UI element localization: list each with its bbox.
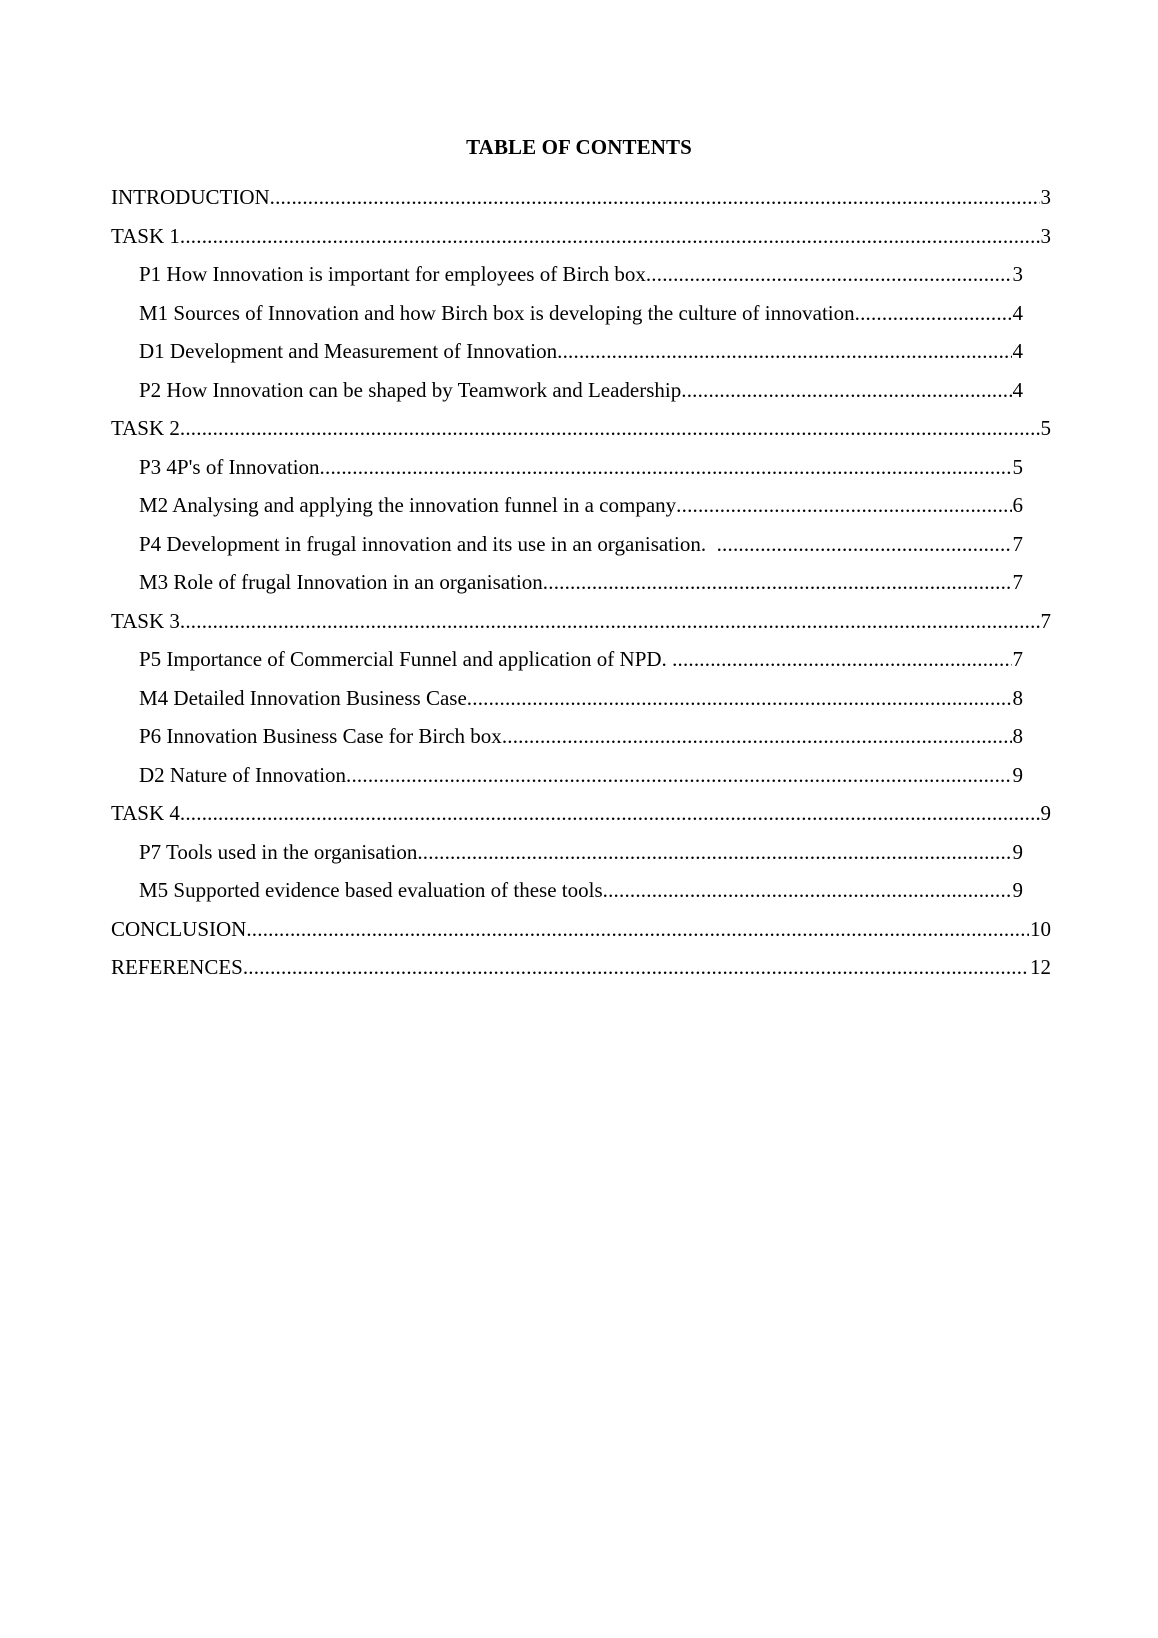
toc-entry-label: M4 Detailed Innovation Business Case <box>139 685 467 710</box>
toc-entry-label: D2 Nature of Innovation <box>139 762 347 787</box>
toc-page-number: 12 <box>1030 955 1051 979</box>
toc-dot-leader <box>717 529 1012 559</box>
toc-entry[interactable] <box>139 837 1023 867</box>
toc-dot-leader <box>557 336 1011 366</box>
toc-dot-leader <box>543 567 1012 597</box>
toc-entry-label: P4 Development in frugal innovation and its use in an organisation. <box>139 531 717 556</box>
toc-page-number: 9 <box>1012 762 1023 787</box>
toc-dot-leader <box>180 606 1040 636</box>
toc-dot-leader <box>603 875 1012 905</box>
toc-entry-label: CONCLUSION <box>111 916 247 941</box>
toc-page-number: 3 <box>1040 185 1051 209</box>
toc-entry[interactable] <box>139 259 1023 289</box>
toc-dot-leader <box>320 452 1012 482</box>
toc-entry-label: REFERENCES <box>111 955 243 979</box>
toc-entry-label: INTRODUCTION <box>111 185 270 209</box>
toc-page-number: 9 <box>1040 801 1051 825</box>
toc-entry[interactable] <box>139 567 1023 597</box>
toc-dot-leader <box>467 683 1012 713</box>
toc-entry-label: P1 How Innovation is important for employees of Birch box <box>139 262 646 286</box>
toc-dot-leader <box>646 259 1012 289</box>
toc-entry-label: M2 Analysing and applying the innovation funnel in a company <box>139 493 677 517</box>
toc-entry-label: M1 Sources of Innovation and how Birch box is developing the culture of innovation <box>139 300 855 325</box>
toc-page-number: 3 <box>1040 223 1051 248</box>
toc-entry[interactable] <box>111 914 1051 944</box>
toc-entry[interactable] <box>111 606 1051 636</box>
toc-dot-leader <box>672 644 1011 674</box>
toc-entry-label: TASK 2 <box>111 416 180 440</box>
toc-entry-label: D1 Development and Measurement of Innovation <box>139 339 558 363</box>
toc-page-number: 5 <box>1012 454 1023 479</box>
toc-entry[interactable] <box>139 644 1023 674</box>
toc-page-number: 3 <box>1012 262 1023 286</box>
toc-dot-leader <box>855 298 1012 328</box>
toc-entry-label: P6 Innovation Business Case for Birch box <box>139 724 502 748</box>
toc-title: TABLE OF CONTENTS <box>466 135 692 159</box>
toc-entry-label: P3 4P's of Innovation <box>139 454 320 479</box>
toc-page-number: 10 <box>1030 916 1051 941</box>
toc-entry-label: TASK 3 <box>111 608 180 633</box>
toc-page-number: 6 <box>1012 493 1023 517</box>
toc-entry[interactable] <box>139 721 1023 751</box>
toc-entry[interactable] <box>139 375 1023 405</box>
toc-entry-label: P5 Importance of Commercial Funnel and application of NPD. <box>139 647 673 671</box>
toc-page-number: 7 <box>1012 647 1023 671</box>
toc-entry[interactable] <box>111 221 1051 251</box>
toc-dot-leader <box>246 914 1029 944</box>
toc-entry[interactable] <box>139 529 1023 559</box>
toc-dot-leader <box>243 952 1029 982</box>
toc-entry[interactable] <box>139 336 1023 366</box>
toc-entry[interactable] <box>139 490 1023 520</box>
toc-page-number: 4 <box>1012 300 1023 325</box>
toc-entry[interactable] <box>139 298 1023 328</box>
toc-entry-label: TASK 4 <box>111 801 180 825</box>
toc-entry[interactable] <box>139 875 1023 905</box>
toc-entry[interactable] <box>111 182 1051 212</box>
toc-dot-leader <box>681 375 1011 405</box>
toc-page-number: 8 <box>1012 685 1023 710</box>
toc-dot-leader <box>346 760 1011 790</box>
toc-entry[interactable] <box>139 760 1023 790</box>
toc-entry-label: M3 Role of frugal Innovation in an organisation <box>139 570 543 594</box>
toc-page-number: 9 <box>1012 839 1023 864</box>
toc-page-number: 7 <box>1012 570 1023 594</box>
toc-page-number: 9 <box>1012 878 1023 902</box>
toc-dot-leader <box>270 182 1040 212</box>
toc-entry[interactable] <box>111 798 1051 828</box>
toc-dot-leader <box>502 721 1012 751</box>
toc-dot-leader <box>180 798 1040 828</box>
toc-entry[interactable] <box>111 413 1051 443</box>
toc-entry[interactable] <box>139 683 1023 713</box>
toc-dot-leader <box>417 837 1011 867</box>
toc-entry-label: P2 How Innovation can be shaped by Teamwork and Leadership <box>139 377 682 402</box>
toc-page-number: 4 <box>1012 377 1023 402</box>
toc-page-number: 4 <box>1012 339 1023 363</box>
toc-entry[interactable] <box>139 452 1023 482</box>
toc-dot-leader <box>676 490 1011 520</box>
toc-page-number: 8 <box>1012 724 1023 748</box>
toc-entry[interactable] <box>111 952 1051 982</box>
toc-page-number: 5 <box>1040 416 1051 440</box>
toc-entry-label: M5 Supported evidence based evaluation of these tools <box>139 878 603 902</box>
toc-dot-leader <box>180 413 1040 443</box>
toc-page-number: 7 <box>1040 608 1051 633</box>
toc-page-number: 7 <box>1012 531 1023 556</box>
toc-entry-label: P7 Tools used in the organisation <box>139 839 418 864</box>
toc-entry-label: TASK 1 <box>111 223 180 248</box>
toc-dot-leader <box>180 221 1040 251</box>
